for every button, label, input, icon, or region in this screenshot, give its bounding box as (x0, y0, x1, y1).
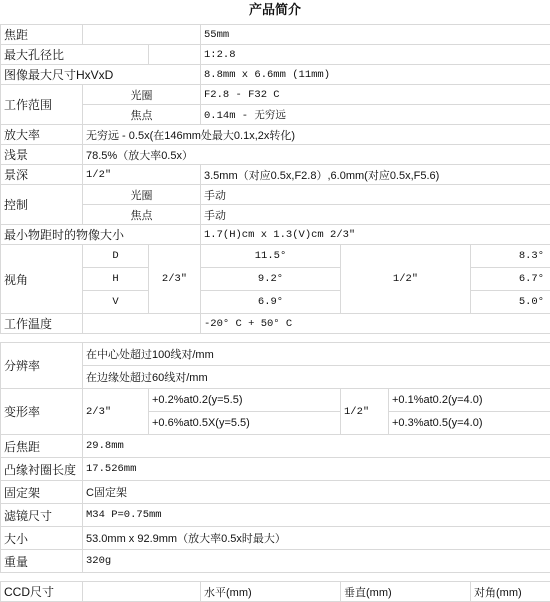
row-working-temp (1, 314, 550, 334)
distortion-sensor-b: 1/2" (341, 389, 389, 435)
shallow-depth-value: 78.5%（放大率0.5x） (83, 145, 550, 165)
max-image-size-label: 图像最大尺寸HxVxD (1, 65, 201, 85)
row-focal-length (1, 25, 550, 45)
min-distance-image-label: 最小物距时的物像大小 (1, 225, 201, 245)
view-angle-axis: V (83, 291, 149, 314)
flange-label: 凸缘衬圈长度 (1, 458, 83, 481)
view-angle-value-b: 6.7° (471, 268, 550, 291)
row-view-angle-d (1, 245, 550, 268)
row-resolution-edge (1, 366, 550, 389)
control-focus-value: 手动 (201, 205, 550, 225)
row-magnification (1, 125, 550, 145)
magnification-value: 无穷远 - 0.5x(在146mm处最大0.1x,2x转化) (83, 125, 550, 145)
ccd-vertical-header: 垂直(mm) (341, 582, 471, 602)
distortion-b1: +0.1%at0.2(y=4.0) (389, 389, 550, 412)
focal-length-label: 焦距 (1, 25, 83, 45)
view-angle-value-a: 6.9° (201, 291, 341, 314)
ccd-horizontal-header: 水平(mm) (201, 582, 341, 602)
row-shallow-depth (1, 145, 550, 165)
working-temp-value: -20° C + 50° C (201, 314, 550, 334)
mount-value: C固定架 (83, 481, 550, 504)
view-angle-axis: D (83, 245, 149, 268)
working-range-aperture-label: 光圈 (83, 85, 201, 105)
distortion-b2: +0.3%at0.5(y=4.0) (389, 412, 550, 435)
row-weight (1, 550, 550, 573)
view-angle-label: 视角 (1, 245, 83, 314)
min-distance-image-value: 1.7(H)cm x 1.3(V)cm 2/3" (201, 225, 550, 245)
resolution-center: 在中心处超过100线对/mm (83, 343, 550, 366)
control-label: 控制 (1, 185, 83, 225)
distortion-label: 变形率 (1, 389, 83, 435)
view-angle-sensor-b: 1/2" (341, 245, 471, 314)
row-resolution-center (1, 343, 550, 366)
size-value: 53.0mm x 92.9mm（放大率0.5x时最大） (83, 527, 550, 550)
filter-value: M34 P=0.75mm (83, 504, 550, 527)
magnification-label: 放大率 (1, 125, 83, 145)
resolution-label: 分辨率 (1, 343, 83, 389)
back-focus-value: 29.8mm (83, 435, 550, 458)
depth-of-field-value: 3.5mm（对应0.5x,F2.8）,6.0mm(对应0.5x,F5.6) (201, 165, 550, 185)
row-depth-of-field (1, 165, 550, 185)
max-image-size-value: 8.8mm x 6.6mm (11mm) (201, 65, 550, 85)
depth-of-field-sensor: 1/2" (83, 165, 201, 185)
view-angle-axis: H (83, 268, 149, 291)
working-range-focus-label: 焦点 (83, 105, 201, 125)
weight-value: 320g (83, 550, 550, 573)
flange-value: 17.526mm (83, 458, 550, 481)
row-min-distance-image (1, 225, 550, 245)
row-max-image-size (1, 65, 550, 85)
back-focus-label: 后焦距 (1, 435, 83, 458)
mount-label: 固定架 (1, 481, 83, 504)
shallow-depth-label: 浅景 (1, 145, 83, 165)
view-angle-sensor-a: 2/3" (149, 245, 201, 314)
working-range-label: 工作范围 (1, 85, 83, 125)
row-filter (1, 504, 550, 527)
control-aperture-value: 手动 (201, 185, 550, 205)
row-distortion-1 (1, 389, 550, 412)
view-angle-value-b: 8.3° (471, 245, 550, 268)
max-aperture-label: 最大孔径比 (1, 45, 149, 65)
row-flange (1, 458, 550, 481)
row-mount (1, 481, 550, 504)
distortion-sensor-a: 2/3" (83, 389, 149, 435)
row-max-aperture (1, 45, 550, 65)
depth-of-field-label: 景深 (1, 165, 83, 185)
row-control-aperture (1, 185, 550, 205)
focal-length-value: 55mm (201, 25, 550, 45)
row-working-range-aperture (1, 85, 550, 105)
working-temp-label: 工作温度 (1, 314, 83, 334)
ccd-label: CCD尺寸 (1, 582, 83, 602)
row-working-range-focus (1, 105, 550, 125)
filter-label: 滤镜尺寸 (1, 504, 83, 527)
max-aperture-value: 1:2.8 (201, 45, 550, 65)
view-angle-value-b: 5.0° (471, 291, 550, 314)
control-focus-label: 焦点 (83, 205, 201, 225)
row-ccd-header (1, 582, 550, 602)
view-angle-value-a: 11.5° (201, 245, 341, 268)
spec-table (0, 24, 550, 602)
row-control-focus (1, 205, 550, 225)
control-aperture-label: 光圈 (83, 185, 201, 205)
working-range-focus-value: 0.14m - 无穷远 (201, 105, 550, 125)
size-label: 大小 (1, 527, 83, 550)
view-angle-value-a: 9.2° (201, 268, 341, 291)
working-range-aperture-value: F2.8 - F32 C (201, 85, 550, 105)
page-title: 产品简介 (0, 0, 550, 24)
row-back-focus (1, 435, 550, 458)
weight-label: 重量 (1, 550, 83, 573)
distortion-a2: +0.6%at0.5X(y=5.5) (149, 412, 341, 435)
ccd-diagonal-header: 对角(mm) (471, 582, 550, 602)
distortion-a1: +0.2%at0.2(y=5.5) (149, 389, 341, 412)
row-size (1, 527, 550, 550)
resolution-edge: 在边缘处超过60线对/mm (83, 366, 550, 389)
